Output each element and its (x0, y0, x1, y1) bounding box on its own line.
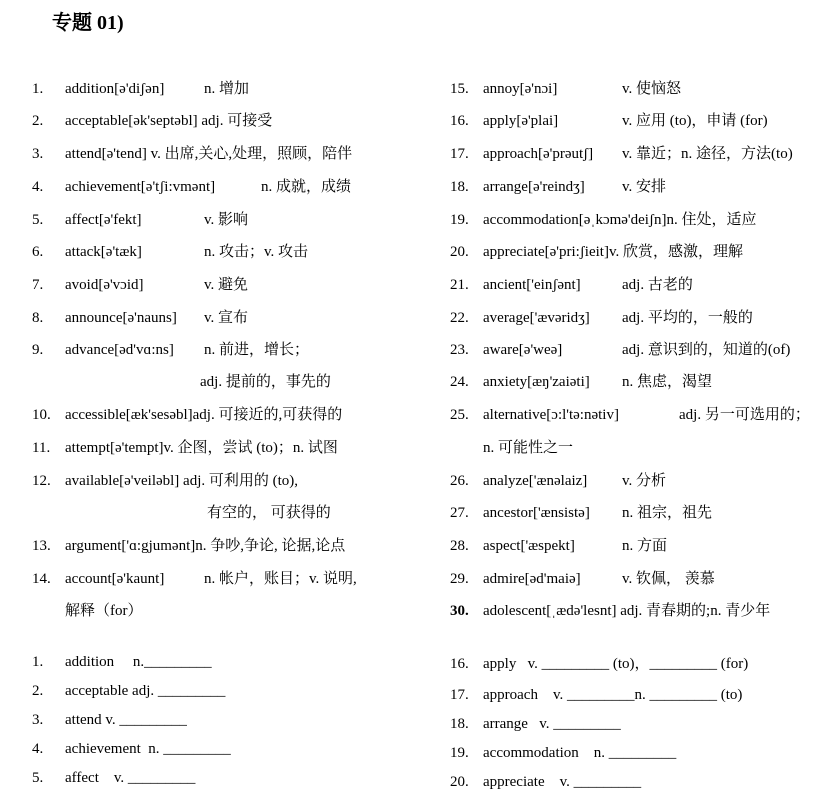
item-word: acceptable[ək'septəbl] adj. 可接受 (65, 113, 273, 129)
item-meaning: v. 避免 (204, 277, 249, 293)
item-number: 13. (32, 538, 51, 554)
item-meaning: n. 祖宗，祖先 (622, 505, 713, 521)
item-meaning: n. 方面 (622, 538, 668, 554)
exercise-text: attend v. _________ (65, 712, 187, 728)
item-number: 22. (450, 310, 469, 326)
page-title: 专题 01) (52, 12, 124, 34)
item-meaning: v. 靠近；n. 途径，方法(to) (622, 146, 793, 162)
item-word: admire[əd'maiə] (483, 571, 581, 587)
item-number: 16. (450, 113, 469, 129)
item-word: available[ə'veiləbl] adj. 可利用的 (to), (65, 473, 299, 489)
exercise-text: apply v. _________ (to)，_________ (for) (483, 656, 749, 672)
item-word: anxiety[æŋ'zaiəti] (483, 374, 590, 390)
exercise-number: 3. (32, 712, 44, 728)
item-meaning: n. 前进，增长； (204, 342, 310, 358)
item-number: 18. (450, 179, 469, 195)
item-word: arrange[ə'reindʒ] (483, 179, 585, 195)
item-word: average['ævəridʒ] (483, 310, 590, 326)
item-meaning: v. 宣布 (204, 310, 249, 326)
exercise-text: approach v. _________n. _________ (to) (483, 687, 743, 703)
item-number: 1. (32, 81, 44, 97)
item-meaning: n. 攻击；v. 攻击 (204, 244, 309, 260)
item-word: attempt[ə'tempt]v. 企图，尝试 (to)；n. 试图 (65, 440, 338, 456)
item-word: accommodation[əˌkɔmə'deiʃn]n. 住处，适应 (483, 212, 757, 228)
exercise-number: 17. (450, 687, 469, 703)
exercise-number: 1. (32, 654, 44, 670)
item-meaning: adj. 意识到的，知道的(of) (622, 342, 791, 358)
item-word: apply[ə'plai] (483, 113, 559, 129)
item-number: 7. (32, 277, 44, 293)
item-word: argument['ɑ:gjumənt]n. 争吵,争论, 论据,论点 (65, 538, 346, 554)
item-meaning: n. 帐户，账目；v. 说明, (204, 571, 357, 587)
item-meaning: v. 钦佩， 羡慕 (622, 571, 715, 587)
item-number: 8. (32, 310, 44, 326)
item-meaning: adj. 平均的，一般的 (622, 310, 753, 326)
item-number: 30. (450, 603, 469, 619)
item-number: 29. (450, 571, 469, 587)
exercise-number: 16. (450, 656, 469, 672)
item-number: 17. (450, 146, 469, 162)
item-number: 2. (32, 113, 44, 129)
item-word: achievement[ə'tʃi:vmənt] (65, 179, 216, 195)
item-word: avoid[ə'vɔid] (65, 277, 144, 293)
item-number: 23. (450, 342, 469, 358)
item-meaning: n. 增加 (204, 81, 250, 97)
item-number: 19. (450, 212, 469, 228)
item-number: 25. (450, 407, 469, 423)
item-number: 28. (450, 538, 469, 554)
item-meaning: adj. 古老的 (622, 277, 693, 293)
item-meaning-continuation: 解释（for） (65, 603, 143, 619)
item-meaning: n. 焦虑，渴望 (622, 374, 713, 390)
item-word: adolescent[ˌædə'lesnt] adj. 青春期的;n. 青少年 (483, 603, 771, 619)
item-word: alternative[ɔ:l'tə:nətiv] (483, 407, 619, 423)
item-word: analyze['ænəlaiz] (483, 473, 588, 489)
item-word: accessible[æk'sesəbl]adj. 可接近的,可获得的 (65, 407, 343, 423)
exercise-text: appreciate v. _________ (483, 774, 642, 790)
item-word: ancient['einʃənt] (483, 277, 581, 293)
item-word: appreciate[ə'pri:ʃieit]v. 欣赏，感激，理解 (483, 244, 743, 260)
item-number: 24. (450, 374, 469, 390)
item-number: 15. (450, 81, 469, 97)
exercise-number: 18. (450, 716, 469, 732)
exercise-text: accommodation n. _________ (483, 745, 677, 761)
item-number: 4. (32, 179, 44, 195)
item-number: 27. (450, 505, 469, 521)
item-word: approach[ə'prəutʃ] (483, 146, 594, 162)
item-number: 10. (32, 407, 51, 423)
item-word: advance[əd'vɑ:ns] (65, 342, 174, 358)
item-number: 12. (32, 473, 51, 489)
exercise-text: achievement n. _________ (65, 741, 231, 757)
exercise-text: addition n._________ (65, 654, 212, 670)
item-number: 26. (450, 473, 469, 489)
item-meaning: v. 分析 (622, 473, 667, 489)
item-word: ancestor['ænsistə] (483, 505, 590, 521)
item-meaning: n. 成就，成绩 (261, 179, 352, 195)
item-word: aware[ə'weə] (483, 342, 563, 358)
item-word: attend[ə'tend] v. 出席,关心,处理，照顾，陪伴 (65, 146, 353, 162)
item-word: account[ə'kaunt] (65, 571, 165, 587)
item-number: 3. (32, 146, 44, 162)
exercise-number: 20. (450, 774, 469, 790)
item-word: attack[ə'tæk] (65, 244, 142, 260)
exercise-number: 19. (450, 745, 469, 761)
exercise-number: 2. (32, 683, 44, 699)
item-word: announce[ə'nauns] (65, 310, 177, 326)
item-word: affect[ə'fekt] (65, 212, 142, 228)
item-word: aspect['æspekt] (483, 538, 575, 554)
item-number: 9. (32, 342, 44, 358)
item-meaning: v. 影响 (204, 212, 249, 228)
item-meaning: v. 使恼怒 (622, 81, 682, 97)
item-meaning-continuation: adj. 提前的，事先的 (200, 374, 331, 390)
item-number: 6. (32, 244, 44, 260)
item-meaning-continuation: 有空的， 可获得的 (207, 505, 331, 521)
item-word: addition[ə'diʃən] (65, 81, 165, 97)
item-meaning: v. 应用 (to)，申请 (for) (622, 113, 768, 129)
item-number: 20. (450, 244, 469, 260)
exercise-text: arrange v. _________ (483, 716, 621, 732)
item-meaning: v. 安排 (622, 179, 667, 195)
item-meaning-continuation: n. 可能性之一 (483, 440, 574, 456)
exercise-number: 5. (32, 770, 44, 786)
item-number: 5. (32, 212, 44, 228)
item-number: 11. (32, 440, 51, 456)
exercise-text: acceptable adj. _________ (65, 683, 226, 699)
item-meaning: adj. 另一可选用的； (679, 407, 810, 423)
item-word: annoy[ə'nɔi] (483, 81, 558, 97)
item-number: 14. (32, 571, 51, 587)
exercise-text: affect v. _________ (65, 770, 196, 786)
exercise-number: 4. (32, 741, 44, 757)
item-number: 21. (450, 277, 469, 293)
